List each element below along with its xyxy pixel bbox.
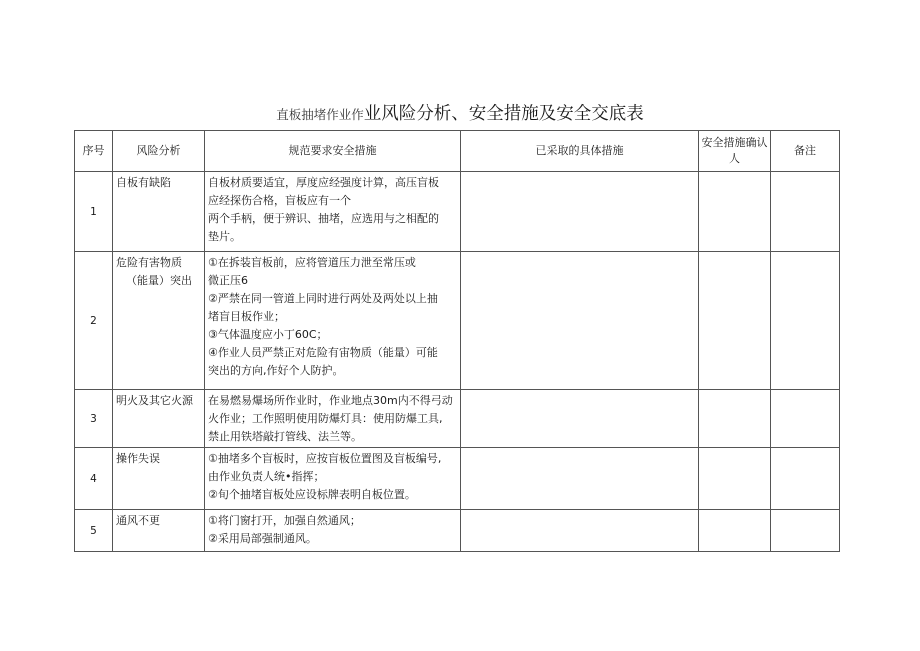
measure-line: ③气体温度应小丁60C； (208, 328, 328, 341)
risk-cell (113, 252, 205, 390)
header-measures: 规范要求安全措施 (205, 131, 461, 172)
confirm-cell (699, 510, 771, 552)
header-remark: 备注 (771, 131, 840, 172)
header-taken: 已采取的具体措施 (461, 131, 699, 172)
confirm-cell (699, 390, 771, 448)
risk-text: 自板有缺陷 (116, 176, 171, 189)
measures-cell (205, 390, 461, 448)
measure-line: 禁止用铁塔敲打管线、法兰等。 (208, 430, 362, 443)
document-title (0, 100, 920, 125)
risk-text: 明火及其它火源 (116, 394, 193, 407)
confirm-cell (699, 448, 771, 510)
risk-cell (113, 172, 205, 252)
risk-cell (113, 448, 205, 510)
risk-text: （能量）突出 (126, 274, 192, 287)
title-main: 业风险分析、安全措施及安全交底表 (363, 104, 644, 124)
risk-text: 通风不更 (116, 514, 160, 527)
header-row (75, 131, 840, 172)
header-risk: 风险分析 (113, 131, 205, 172)
risk-text: 危险有害物质 (116, 256, 182, 269)
taken-cell (461, 448, 699, 510)
measure-line: 火作业；工作照明使用防爆灯具：使用防爆工具, (208, 412, 443, 425)
row-number: 5 (75, 510, 113, 552)
measure-line: ①将门窗打开，加强自然通风； (208, 514, 361, 527)
taken-cell (461, 510, 699, 552)
table-row (75, 252, 840, 390)
measure-line: 在易燃易爆场所作业时，作业地点30m内不得弓动 (208, 394, 453, 407)
row-number: 3 (75, 390, 113, 448)
header-confirm: 安全措施确认人 (699, 131, 771, 172)
confirm-cell (699, 252, 771, 390)
row-number: 4 (75, 448, 113, 510)
table-row (75, 390, 840, 448)
taken-cell (461, 172, 699, 252)
measures-cell (205, 510, 461, 552)
risk-analysis-table (74, 130, 840, 552)
confirm-cell (699, 172, 771, 252)
table-row (75, 510, 840, 552)
header-no: 序号 (75, 131, 113, 172)
measures-cell (205, 448, 461, 510)
table-row (75, 172, 840, 252)
measure-line: 应经探伤合格，盲板应有一个 (208, 194, 351, 207)
measure-line: ①抽堵多个盲板时，应按盲板位置图及盲板编号, (208, 452, 442, 465)
measures-cell (205, 252, 461, 390)
remark-cell (771, 510, 840, 552)
measure-line: 垫片。 (208, 230, 241, 243)
row-number: 2 (75, 252, 113, 390)
row-number: 1 (75, 172, 113, 252)
measure-line: 微正压6 (208, 274, 248, 287)
risk-cell (113, 510, 205, 552)
remark-cell (771, 172, 840, 252)
measure-line: ②严禁在同一管道上同时进行两处及两处以上抽 (208, 292, 438, 305)
measure-line: 堵盲目板作业； (208, 310, 285, 323)
remark-cell (771, 252, 840, 390)
remark-cell (771, 448, 840, 510)
measure-line: ①在拆装盲板前，应将管道压力泄至常压或 (208, 256, 416, 269)
remark-cell (771, 390, 840, 448)
measure-line: 两个手柄，便于辨识、抽堵，应选用与之相配的 (208, 212, 439, 225)
measure-line: 由作业负责人统•指挥； (208, 470, 325, 483)
taken-cell (461, 390, 699, 448)
measures-cell (205, 172, 461, 252)
measure-line: ②旬个抽堵盲板处应设标牌表明自板位置。 (208, 488, 416, 501)
measure-line: 自板材质要适宜，厚度应经强度计算，高压盲板 (208, 176, 439, 189)
table-row (75, 448, 840, 510)
measure-line: ②采用局部强制通风。 (208, 532, 317, 545)
risk-text: 操作失误 (116, 452, 160, 465)
measure-line: ④作业人员严禁正对危险有宙物质（能量）可能 (208, 346, 438, 359)
title-prefix: 直板抽堵作业作 (276, 107, 364, 122)
measure-line: 突出的方向,作好个人防护。 (208, 364, 344, 377)
risk-cell (113, 390, 205, 448)
taken-cell (461, 252, 699, 390)
